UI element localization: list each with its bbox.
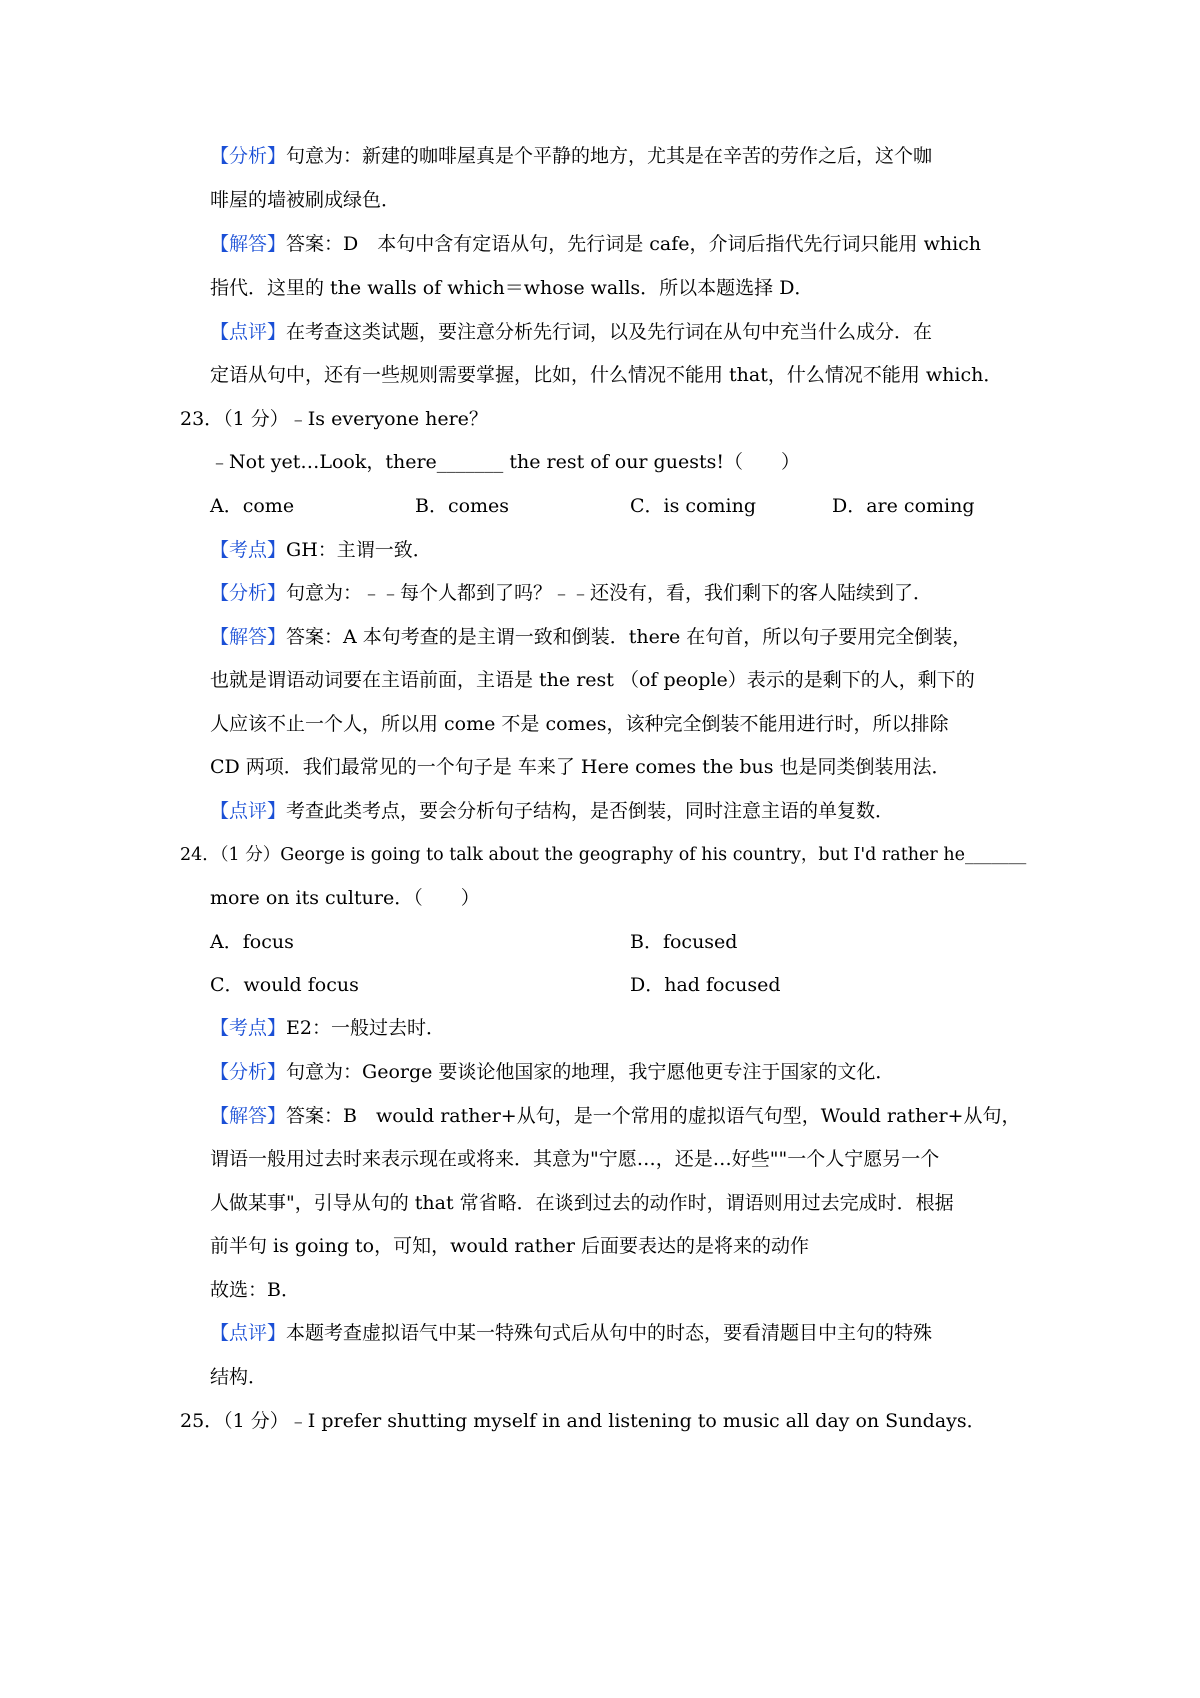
point-text: GH：主谓一致． xyxy=(286,539,432,561)
analysis-text: 句意为：新建的咖啡屋真是个平静的地方，尤其是在辛苦的劳作之后，这个咖 xyxy=(286,145,933,167)
q24-answer-line-1 xyxy=(210,1103,1030,1129)
q23-comment-line xyxy=(210,798,1030,824)
point-text: E2：一般过去时． xyxy=(286,1017,445,1039)
q23-stem-line-2: ﹣Not yet…Look，there_______ the rest of our guests!（ ） xyxy=(210,451,800,473)
comment-tag: 【点评】 xyxy=(210,800,287,822)
q24-option-b[interactable]: B．focused xyxy=(630,931,738,953)
q23-option-a[interactable]: A．come xyxy=(210,495,295,517)
q24-analysis-line xyxy=(210,1059,1030,1085)
answer-text: 答案：B would rather+从句，是一个常用的虚拟语气句型，Would rather+从句， xyxy=(286,1105,1021,1127)
q24-answer-line-4: 前半句 is going to，可知，would rather 后面要表达的是将来的动作 xyxy=(210,1235,809,1257)
q24-answer-line-2: 谓语一般用过去时来表示现在或将来．其意为"宁愿…，还是…好些""一个人宁愿另一个 xyxy=(210,1148,940,1170)
comment-text: 考查此类考点，要会分析句子结构，是否倒装，同时注意主语的单复数． xyxy=(286,800,895,822)
q23-answer-line-2: 也就是谓语动词要在主语前面，主语是 the rest （of people）表示的是剩下的人，剩下的 xyxy=(210,669,975,691)
q23-analysis-line xyxy=(210,580,1030,606)
comment-tag: 【点评】 xyxy=(210,321,287,343)
analysis-text: 句意为：George 要谈论他国家的地理，我宁愿他更专注于国家的文化． xyxy=(286,1061,895,1083)
q22-analysis-line-2: 啡屋的墙被刷成绿色． xyxy=(210,189,401,211)
comment-tag: 【点评】 xyxy=(210,1322,287,1344)
q24-answer-line-3: 人做某事"，引导从句的 that 常省略．在谈到过去的动作时，谓语则用过去完成时．根据 xyxy=(210,1192,954,1214)
q23-answer-line-4: CD 两项．我们最常见的一个句子是 车来了 Here comes the bus 也是同类倒装用法． xyxy=(210,756,951,778)
q23-stem-line-1: 23．（1 分）﹣Is everyone here？ xyxy=(180,408,488,430)
q24-stem-line-1: 24．（1 分）George is going to talk about the geography of his country，but I'd rather he_______ xyxy=(180,845,1027,865)
analysis-tag: 【分析】 xyxy=(210,145,287,167)
q22-answer-line-1 xyxy=(210,231,1030,257)
q24-answer-line-5: 故选：B． xyxy=(210,1279,300,1301)
answer-tag: 【解答】 xyxy=(210,1105,287,1127)
q22-analysis-line-1 xyxy=(210,143,1030,169)
q23-option-c[interactable]: C．is coming xyxy=(630,495,756,517)
answer-text: 答案：D 本句中含有定语从句，先行词是 cafe，介词后指代先行词只能用 which xyxy=(286,233,982,255)
q23-answer-line-1 xyxy=(210,624,1030,650)
q23-option-b[interactable]: B．comes xyxy=(415,495,510,517)
q22-answer-line-2: 指代．这里的 the walls of which＝whose walls．所以本题选择 D． xyxy=(210,277,814,299)
analysis-tag: 【分析】 xyxy=(210,1061,287,1083)
analysis-text: 句意为：﹣﹣每个人都到了吗？﹣﹣还没有，看，我们剩下的客人陆续到了． xyxy=(286,582,933,604)
q22-comment-line-1 xyxy=(210,319,1030,345)
comment-text: 本题考查虚拟语气中某一特殊句式后从句中的时态，要看清题目中主句的特殊 xyxy=(286,1322,933,1344)
q24-option-a[interactable]: A．focus xyxy=(210,931,294,953)
point-tag: 【考点】 xyxy=(210,1017,287,1039)
q24-comment-line-1 xyxy=(210,1320,1030,1346)
analysis-tag: 【分析】 xyxy=(210,582,287,604)
q23-answer-line-3: 人应该不止一个人，所以用 come 不是 comes，该种完全倒装不能用进行时，所以排除 xyxy=(210,713,949,735)
comment-text: 在考查这类试题，要注意分析先行词，以及先行词在从句中充当什么成分．在 xyxy=(286,321,933,343)
point-tag: 【考点】 xyxy=(210,539,287,561)
q24-comment-line-2: 结构． xyxy=(210,1366,268,1388)
q24-option-c[interactable]: C．would focus xyxy=(210,974,359,996)
q24-point-line xyxy=(210,1015,1030,1041)
answer-text: 答案：A 本句考查的是主谓一致和倒装．there 在句首，所以句子要用完全倒装， xyxy=(286,626,972,648)
q24-stem-line-2: more on its culture．（ ） xyxy=(210,887,480,909)
answer-tag: 【解答】 xyxy=(210,626,287,648)
q25-stem-line-1: 25．（1 分）﹣I prefer shutting myself in and listening to music all day on Sundays． xyxy=(180,1410,986,1432)
q23-point-line xyxy=(210,537,1030,563)
q24-option-d[interactable]: D．had focused xyxy=(630,974,781,996)
q22-comment-line-2: 定语从句中，还有一些规则需要掌握，比如，什么情况不能用 that，什么情况不能用 which． xyxy=(210,364,1003,386)
q23-option-d[interactable]: D．are coming xyxy=(832,495,975,517)
answer-tag: 【解答】 xyxy=(210,233,287,255)
